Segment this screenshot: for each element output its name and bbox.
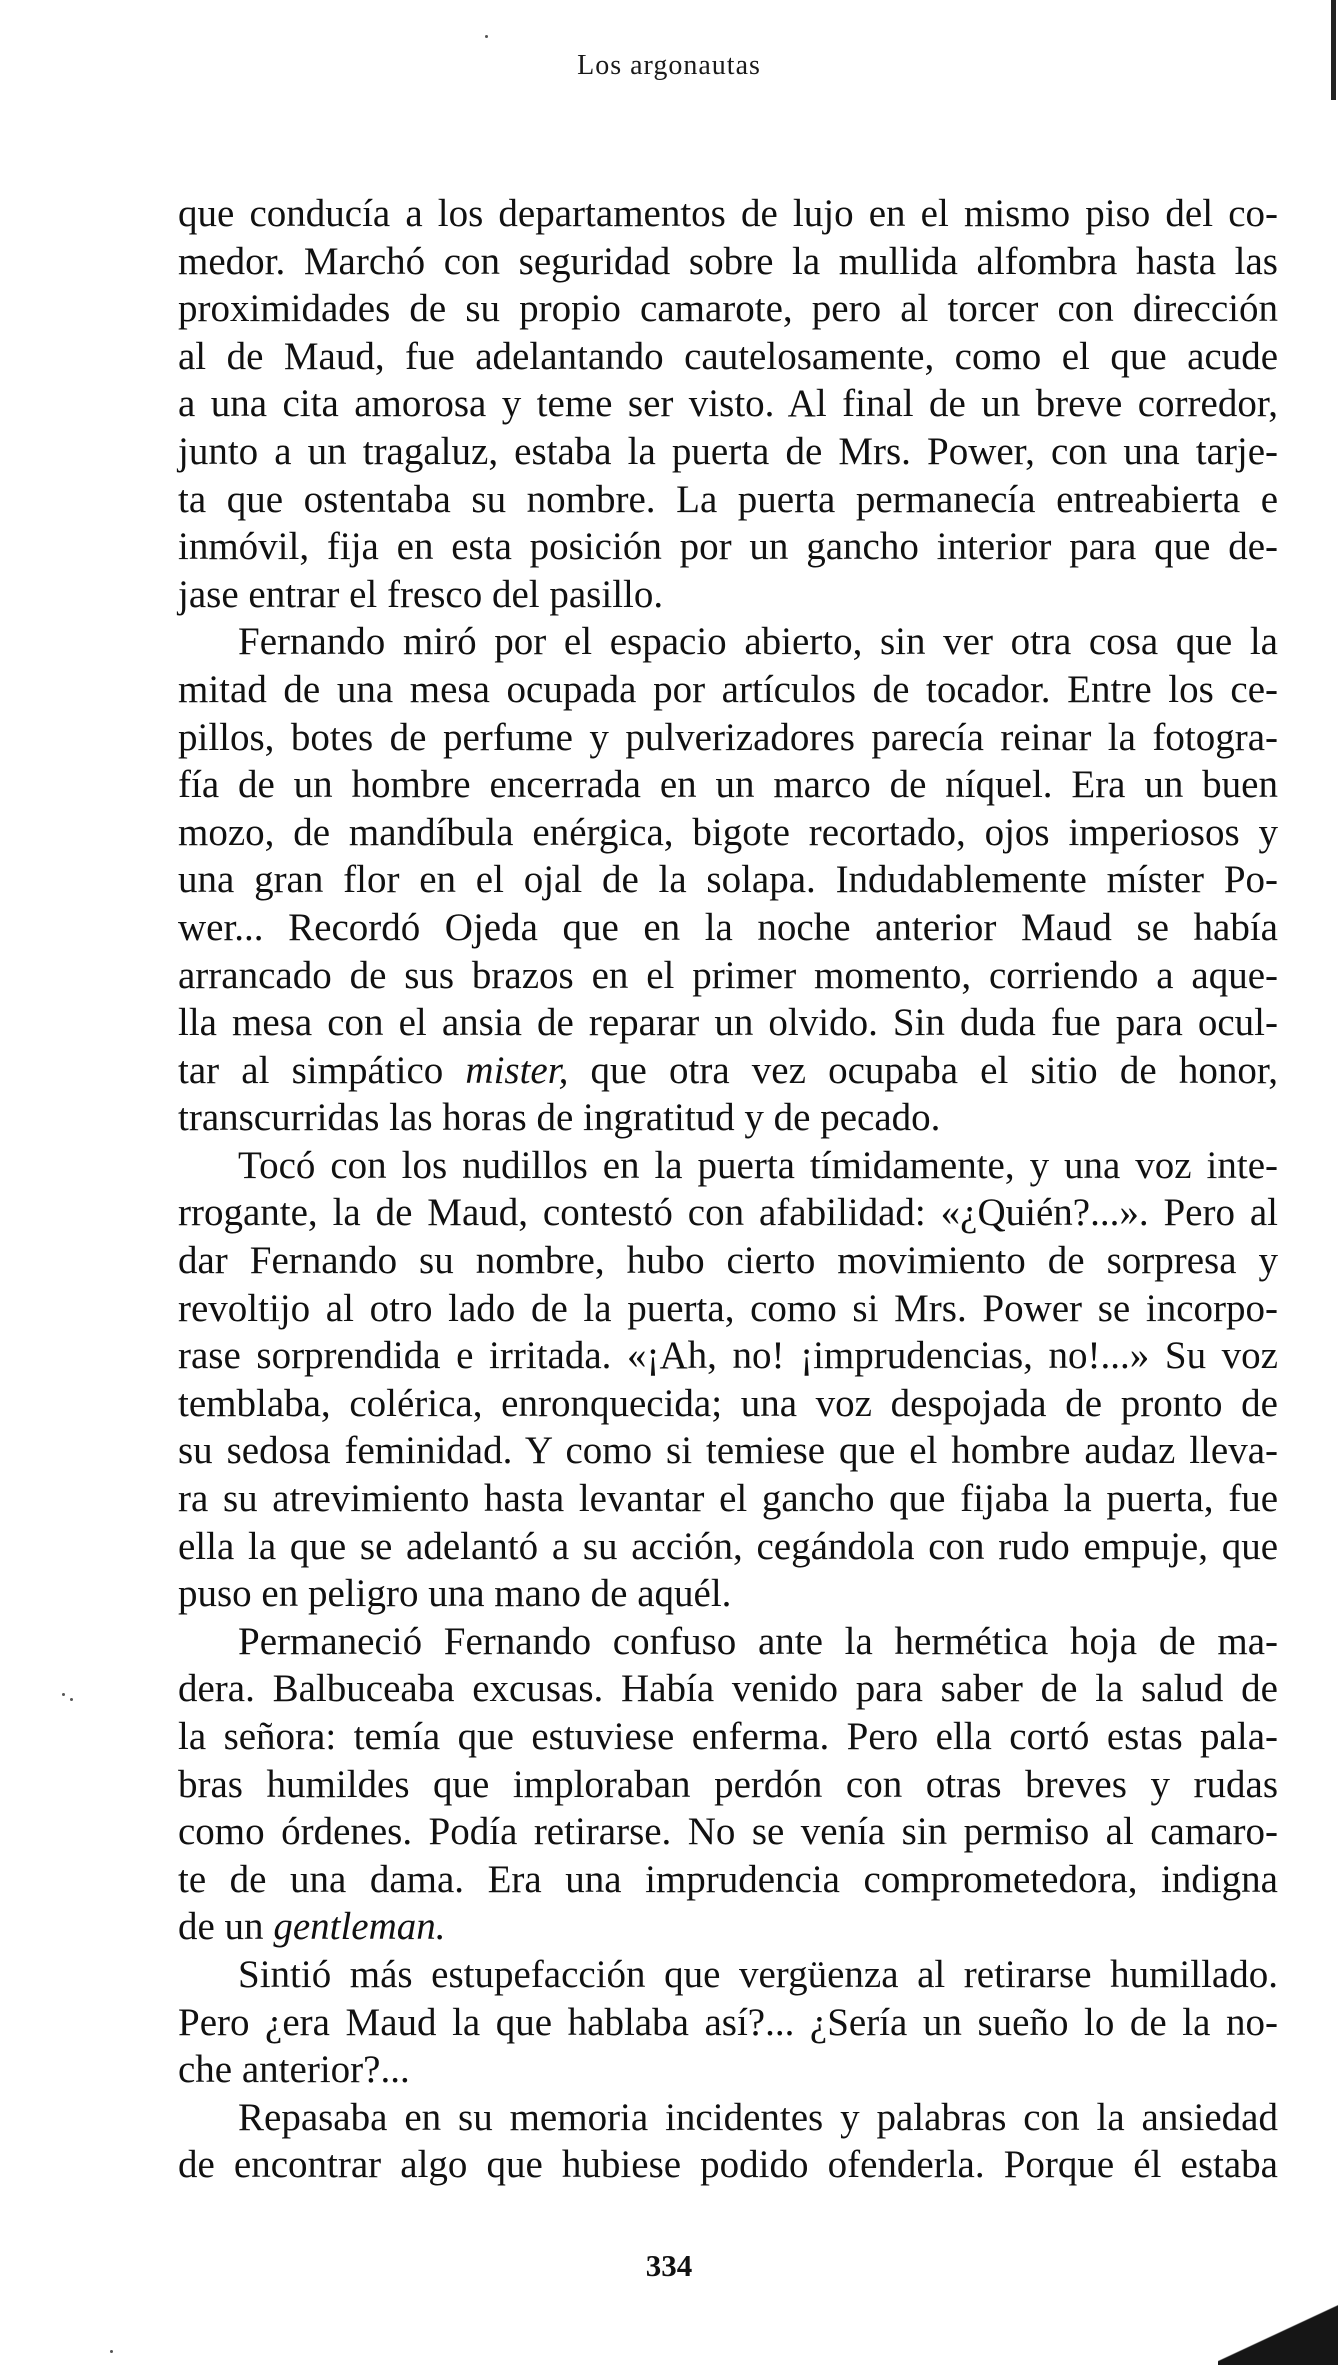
text-line: la señora: temía que estuviese enferma. Pero ella cortó estas pala- xyxy=(178,1715,1278,1758)
text-line: dera. Balbuceaba excusas. Había venido para saber de la salud de xyxy=(178,1667,1278,1711)
text-line: puso en peligro una mano de aquél. xyxy=(178,1572,732,1616)
text-line: arrancado de sus brazos en el primer momento, corriendo a aque- xyxy=(178,953,1278,997)
text-line: transcurridas las horas de ingratitud y de pecado. xyxy=(178,1096,941,1140)
text-line: wer... Recordó Ojeda que en la noche anterior Maud se había xyxy=(178,905,1278,949)
text-line: pillos, botes de perfume y pulverizadores parecía reinar la fotogra- xyxy=(178,715,1278,759)
text-line: Tocó con los nudillos en la puerta tímidamente, y una voz inte- xyxy=(238,1143,1278,1187)
text-line: ta que ostentaba su nombre. La puerta permanecía entreabierta e xyxy=(178,477,1278,521)
text-line: inmóvil, fija en esta posición por un gancho interior para que de- xyxy=(178,525,1278,569)
text-line: junto a un tragaluz, estaba la puerta de Mrs. Power, con una tarje- xyxy=(178,429,1278,473)
scan-speck xyxy=(70,1698,73,1701)
text-line xyxy=(178,1903,1278,1951)
text-line: ra su atrevimiento hasta levantar el gancho que fijaba la puerta, fue xyxy=(178,1477,1278,1521)
text-line: rase sorprendida e irritada. «¡Ah, no! ¡imprudencias, no!...» Su voz xyxy=(178,1334,1278,1378)
text-segment: tar al simpático xyxy=(178,1048,466,1092)
italic-word: gentleman. xyxy=(273,1905,446,1949)
text-line: che anterior?... xyxy=(178,2048,410,2092)
text-line: fía de un hombre encerrada en un marco de níquel. Era un buen xyxy=(178,763,1278,807)
italic-word: mister, xyxy=(465,1048,569,1092)
scan-speck xyxy=(485,35,488,38)
text-segment: de un xyxy=(178,1905,274,1949)
text-line: al de Maud, fue adelantando cautelosamente, como el que acude xyxy=(178,334,1278,378)
text-line: Repasaba en su memoria incidentes y palabras con la ansiedad xyxy=(238,2095,1278,2139)
text-line: a una cita amorosa y teme ser visto. Al final de un breve corredor, xyxy=(178,382,1278,426)
text-line: mozo, de mandíbula enérgica, bigote recortado, ojos imperiosos y xyxy=(178,810,1278,854)
text-line: medor. Marchó con seguridad sobre la mullida alfombra hasta las xyxy=(178,239,1278,283)
text-line: Pero ¿era Maud la que hablaba así?... ¿Sería un sueño lo de la no- xyxy=(178,2000,1278,2044)
text-segment: que otra vez ocupaba el sitio de honor, xyxy=(568,1048,1278,1092)
text-line xyxy=(178,1047,1278,1095)
text-line: te de una dama. Era una imprudencia comprometedora, indigna xyxy=(178,1857,1278,1901)
text-line: proximidades de su propio camarote, pero al torcer con dirección xyxy=(178,287,1278,331)
running-title: Los argonautas xyxy=(577,50,761,81)
scan-speck xyxy=(110,2350,113,2353)
text-line: Permaneció Fernando confuso ante la hermética hoja de ma- xyxy=(238,1619,1278,1663)
text-line: bras humildes que imploraban perdón con otras breves y rudas xyxy=(178,1762,1278,1806)
body-text xyxy=(178,190,1278,2189)
text-line: lla mesa con el ansia de reparar un olvido. Sin duda fue para ocul- xyxy=(178,1001,1278,1045)
text-line: rrogante, la de Maud, contestó con afabilidad: «¿Quién?...». Pero al xyxy=(178,1191,1278,1235)
text-line: que conducía a los departamentos de lujo en el mismo piso del co- xyxy=(178,192,1278,235)
page-corner-shadow xyxy=(1218,2295,1338,2365)
text-line: jase entrar el fresco del pasillo. xyxy=(178,572,664,616)
text-line: revoltijo al otro lado de la puerta, como si Mrs. Power se incorpo- xyxy=(178,1286,1278,1330)
text-line: Fernando miró por el espacio abierto, sin ver otra cosa que la xyxy=(238,620,1278,664)
text-line: mitad de una mesa ocupada por artículos de tocador. Entre los ce- xyxy=(178,667,1278,711)
page-edge-mark xyxy=(1331,0,1336,100)
text-line: Sintió más estupefacción que vergüenza al retirarse humillado. xyxy=(238,1952,1278,1996)
text-line: una gran flor en el ojal de la solapa. Indudablemente míster Po- xyxy=(178,858,1278,902)
text-line: de encontrar algo que hubiese podido ofenderla. Porque él estaba xyxy=(178,2143,1278,2187)
text-line: temblaba, colérica, enronquecida; una voz despojada de pronto de xyxy=(178,1381,1278,1425)
text-line: como órdenes. Podía retirarse. No se venía sin permiso al camaro- xyxy=(178,1810,1278,1854)
scan-speck xyxy=(62,1693,65,1696)
text-line: dar Fernando su nombre, hubo cierto movimiento de sorpresa y xyxy=(178,1239,1278,1283)
text-line: ella la que se adelantó a su acción, cegándola con rudo empuje, que xyxy=(178,1524,1278,1568)
text-line: su sedosa feminidad. Y como si temiese que el hombre audaz lleva- xyxy=(178,1429,1278,1473)
page-number: 334 xyxy=(645,2248,693,2283)
